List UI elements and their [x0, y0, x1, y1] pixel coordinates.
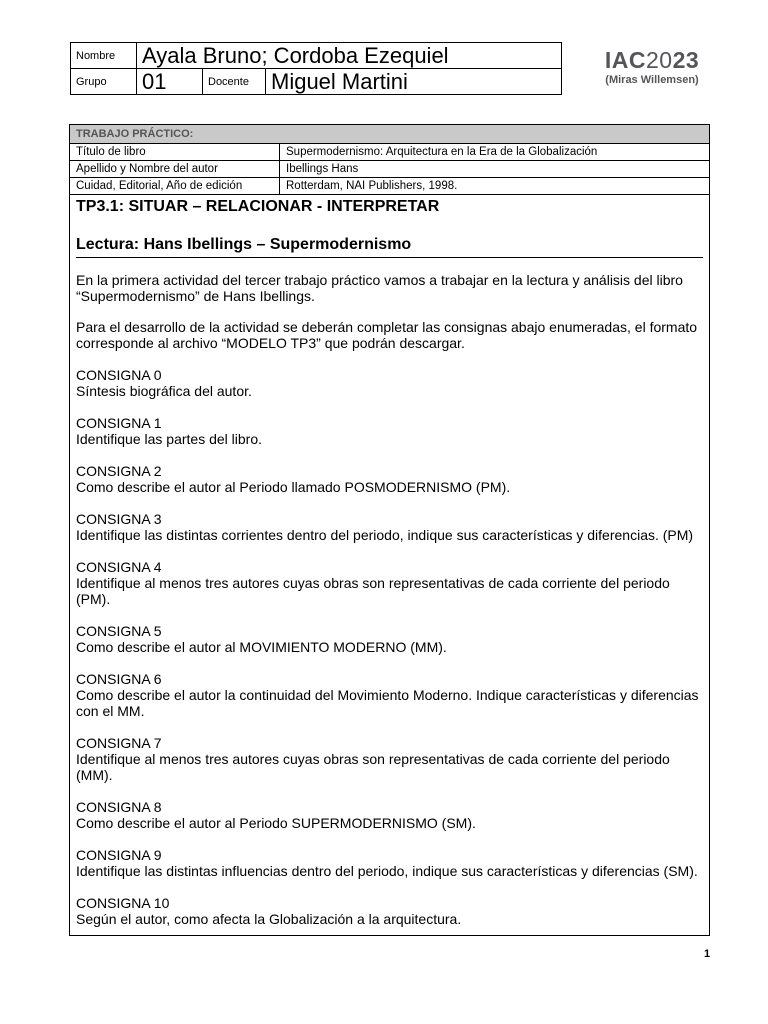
- logo-subtitle: (Miras Willemsen): [605, 74, 699, 86]
- course-logo: [599, 45, 705, 86]
- consigna-text: Como describe el autor al Periodo SUPERMODERNISMO (SM).: [76, 815, 476, 831]
- nombre-label: Nombre: [71, 43, 137, 69]
- reading-subtitle: Lectura: Hans Ibellings – Supermodernismo: [76, 235, 703, 258]
- consigna-text: Identifique al menos tres autores cuyas obras son representativas de cada corriente del periodo (MM).: [76, 751, 670, 783]
- consigna-title: CONSIGNA 9: [76, 847, 162, 863]
- consigna-text: Identifique las partes del libro.: [76, 431, 262, 447]
- grupo-label: Grupo: [71, 69, 137, 95]
- consigna-item: [76, 559, 703, 607]
- consigna-title: CONSIGNA 2: [76, 463, 162, 479]
- consigna-item: [76, 463, 703, 495]
- consigna-item: [76, 415, 703, 447]
- consigna-text: Según el autor, como afecta la Globalización a la arquitectura.: [76, 911, 462, 927]
- logo-year-bold: 23: [672, 47, 700, 73]
- info-key: Apellido y Nombre del autor: [70, 161, 280, 178]
- book-info-table: [70, 144, 709, 195]
- docente-value: Miguel Martini: [266, 69, 562, 95]
- nombre-value: Ayala Bruno; Cordoba Ezequiel: [137, 43, 562, 69]
- consigna-title: CONSIGNA 10: [76, 895, 170, 911]
- consigna-title: CONSIGNA 3: [76, 511, 162, 527]
- consigna-text: Como describe el autor la continuidad del Movimiento Moderno. Indique características y diferencias con el MM.: [76, 687, 699, 719]
- consigna-title: CONSIGNA 1: [76, 415, 162, 431]
- logo-year-thin: 20: [645, 47, 673, 73]
- consigna-title: CONSIGNA 8: [76, 799, 162, 815]
- assignment-content: [70, 195, 709, 927]
- consigna-item: [76, 847, 703, 879]
- consigna-item: [76, 511, 703, 543]
- assignment-title: TP3.1: SITUAR – RELACIONAR - INTERPRETAR: [76, 198, 440, 215]
- info-value: Rotterdam, NAI Publishers, 1998.: [280, 178, 710, 195]
- consigna-item: [76, 671, 703, 719]
- consigna-item: [76, 367, 703, 399]
- consigna-title: CONSIGNA 5: [76, 623, 162, 639]
- consigna-item: [76, 623, 703, 655]
- consigna-title: CONSIGNA 4: [76, 559, 162, 575]
- table-row: [70, 144, 709, 161]
- consigna-title: CONSIGNA 0: [76, 367, 162, 383]
- consigna-item: [76, 895, 703, 927]
- logo-iac: IAC: [604, 47, 646, 73]
- consigna-item: [76, 799, 703, 831]
- info-value: Supermodernismo: Arquitectura en la Era de la Globalización: [280, 144, 710, 161]
- grupo-value: 01: [137, 69, 203, 95]
- consigna-text: Como describe el autor al MOVIMIENTO MODERNO (MM).: [76, 639, 447, 655]
- consigna-text: Como describe el autor al Periodo llamado POSMODERNISMO (PM).: [76, 479, 511, 495]
- consigna-title: CONSIGNA 6: [76, 671, 162, 687]
- consigna-item: [76, 735, 703, 783]
- assignment-box: [69, 124, 710, 936]
- intro-paragraph: En la primera actividad del tercer trabajo práctico vamos a trabajar en la lectura y análisis del libro “Supermodernismo” de Hans Ibellings.: [76, 272, 683, 304]
- consigna-text: Identifique al menos tres autores cuyas obras son representativas de cada corriente del periodo (PM).: [76, 575, 670, 607]
- consigna-text: Identifique las distintas corrientes dentro del periodo, indique sus características y diferencias. (PM): [76, 527, 694, 543]
- page-number: 1: [704, 948, 711, 960]
- info-value: Ibellings Hans: [280, 161, 710, 178]
- student-header-table: [70, 42, 562, 95]
- consigna-text: Síntesis biográfica del autor.: [76, 383, 252, 399]
- table-row: [70, 161, 709, 178]
- consigna-title: CONSIGNA 7: [76, 735, 162, 751]
- consigna-text: Identifique las distintas influencias dentro del periodo, indique sus características y diferencias (SM).: [76, 863, 698, 879]
- info-key: Cuidad, Editorial, Año de edición: [70, 178, 280, 195]
- tp-heading: TRABAJO PRÁCTICO:: [70, 125, 709, 144]
- instructions-paragraph: Para el desarrollo de la actividad se deberán completar las consignas abajo enumeradas, el formato corresponde al archivo “MODELO TP3” que podrán descargar.: [76, 319, 698, 351]
- docente-label: Docente: [203, 69, 266, 95]
- info-key: Título de libro: [70, 144, 280, 161]
- table-row: [70, 178, 709, 195]
